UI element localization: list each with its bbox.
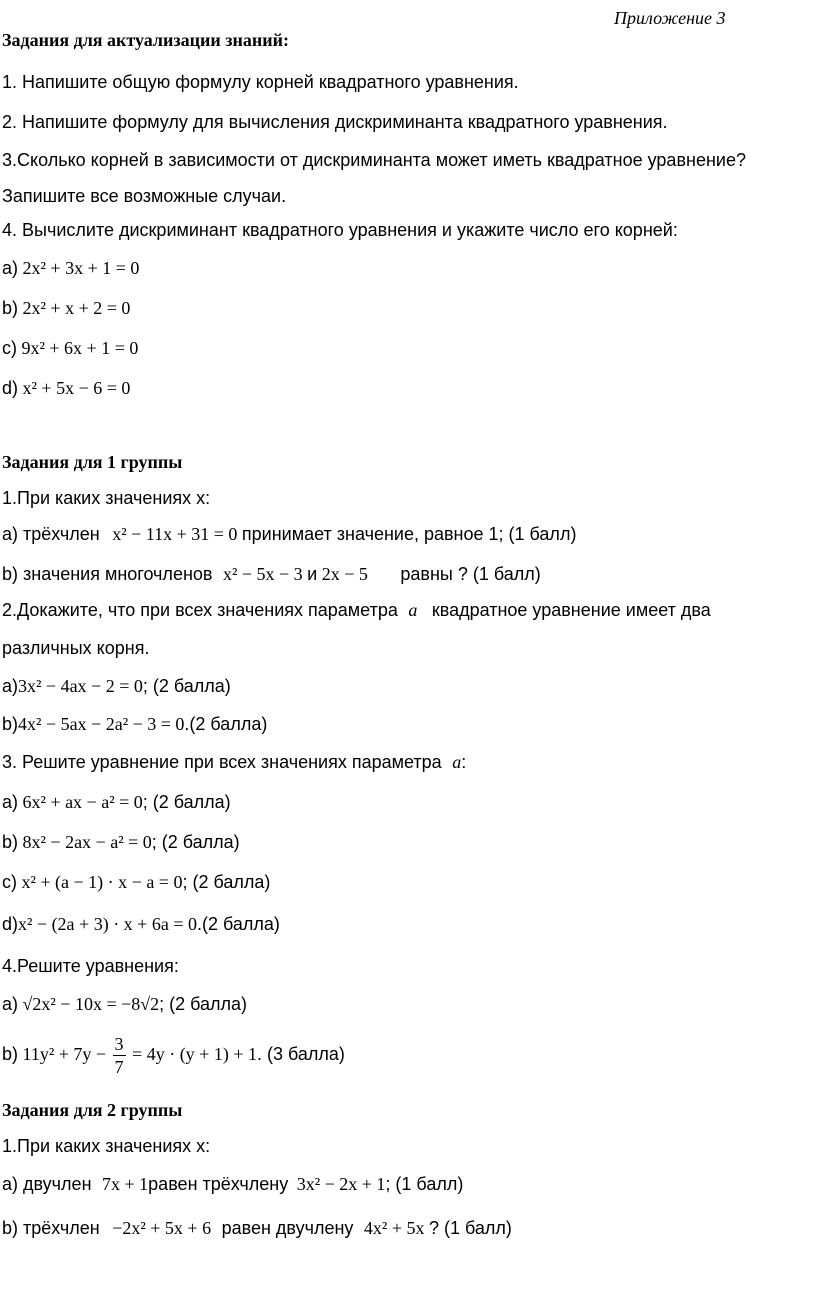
group1-q3c (2, 870, 270, 894)
q3a-label: а) (2, 792, 19, 812)
q1a-suffix: принимает значение, равное 1; (1 балл) (241, 524, 577, 544)
q1b-suffix: равны ? (1 балл) (400, 564, 541, 584)
actualization-item-d (2, 376, 130, 400)
q3-param: a (452, 752, 462, 772)
q1a-prefix: а) двучлен (2, 1174, 92, 1194)
q1b-prefix: b) значения многочленов (2, 564, 213, 584)
actualization-q3-line1: 3.Сколько корней в зависимости от дискриминанта может иметь квадратное уравнение? (2, 150, 746, 170)
appendix-label: Приложение 3 (614, 8, 726, 28)
q3a-suffix: ; (2 балла) (142, 792, 231, 812)
q2-suffix: квадратное уравнение имеет два (431, 600, 711, 620)
group2-q1b (2, 1216, 512, 1240)
item-label: a) (2, 258, 19, 278)
q1a-mid: равен трёхчлену (148, 1174, 289, 1194)
q3b-label: b) (2, 832, 19, 852)
group2-q1a (2, 1172, 463, 1196)
q2b-suffix: .(2 балла) (184, 714, 268, 734)
group1-q2a (2, 674, 231, 698)
item-label: c) (2, 338, 17, 358)
group1-q3d (2, 912, 280, 936)
q4b-equation-right: = 4y · (y + 1) + 1 (132, 1044, 257, 1064)
group1-q3 (2, 750, 466, 774)
group1-q4a (2, 992, 247, 1016)
q3c-suffix: ; (2 балла) (182, 872, 271, 892)
actualization-q1: 1. Напишите общую формулу корней квадратного уравнения. (2, 72, 519, 92)
q1b-equation-1: −2x² + 5x + 6 (112, 1218, 212, 1238)
q1a-equation-2: 3x² − 2x + 1 (296, 1174, 386, 1194)
item-label: d) (2, 378, 19, 398)
section-group1-title: Задания для 1 группы (2, 452, 183, 472)
section-group2-title: Задания для 2 группы (2, 1100, 183, 1120)
q4a-suffix: ; (2 балла) (159, 994, 248, 1014)
q1b-mid: равен двучлену (221, 1218, 354, 1238)
group1-q1: 1.При каких значениях х: (2, 488, 211, 508)
q2-param: a (408, 600, 418, 620)
item-label: b) (2, 298, 19, 318)
group1-q3b (2, 830, 240, 854)
q2a-suffix: ; (2 балла) (142, 676, 231, 696)
group1-q4b (2, 1030, 345, 1078)
q1b-and: и (307, 564, 318, 584)
actualization-q4: 4. Вычислите дискриминант квадратного уравнения и укажите число его корней: (2, 220, 678, 240)
q2b-equation: 4x² − 5ax − 2a² − 3 = 0 (18, 714, 185, 734)
q1b-suffix: ? (1 балл) (428, 1218, 512, 1238)
equation: 2x² + x + 2 = 0 (22, 298, 131, 318)
q3d-equation: x² − (2a + 3) · x + 6a = 0 (18, 914, 197, 934)
q4b-suffix: . (3 балла) (256, 1044, 345, 1064)
group1-q2b (2, 712, 267, 736)
actualization-item-c (2, 336, 138, 360)
q1b-equation-1: x² − 5x − 3 (222, 564, 303, 584)
q3b-equation: 8x² − 2ax − a² = 0 (22, 832, 152, 852)
q2a-equation: 3x² − 4ax − 2 = 0 (18, 676, 143, 696)
section-actualization-title: Задания для актуализации знаний: (2, 30, 289, 50)
actualization-item-a (2, 256, 139, 280)
q3a-equation: 6x² + ax − a² = 0 (22, 792, 143, 812)
q4b-equation-left: 11y² + 7y − (22, 1044, 107, 1064)
q3d-label: d) (2, 914, 19, 934)
q4b-fraction (113, 1033, 126, 1078)
actualization-q3-line2: Запишите все возможные случаи. (2, 186, 287, 206)
q3-suffix: : (461, 752, 467, 772)
q2b-label: b) (2, 714, 19, 734)
actualization-q2: 2. Напишите формулу для вычисления дискриминанта квадратного уравнения. (2, 112, 668, 132)
q3b-suffix: ; (2 балла) (151, 832, 240, 852)
q2-prefix: 2.Докажите, что при всех значениях параметра (2, 600, 398, 620)
q1b-equation-2: 2x − 5 (321, 564, 368, 584)
equation: x² + 5x − 6 = 0 (22, 378, 131, 398)
q3c-label: c) (2, 872, 17, 892)
q1a-equation-1: 7x + 1 (102, 1174, 149, 1194)
group1-q1b (2, 562, 541, 586)
q3c-equation: x² + (a − 1) · x − a = 0 (21, 872, 183, 892)
q1b-prefix: b) трёхчлен (2, 1218, 100, 1238)
actualization-item-b (2, 296, 130, 320)
fraction-denominator: 7 (114, 1057, 124, 1078)
q4b-label: b) (2, 1044, 19, 1064)
q3d-suffix: .(2 балла) (196, 914, 280, 934)
group1-q1a (2, 522, 576, 546)
q1b-equation-2: 4x² + 5x (363, 1218, 425, 1238)
q4a-label: а) (2, 994, 19, 1014)
fraction-numerator: 3 (114, 1034, 124, 1055)
q2a-label: а) (2, 676, 19, 696)
q4a-equation: √2x² − 10x = −8√2 (22, 994, 160, 1014)
group1-q2-line2: различных корня. (2, 638, 150, 658)
group2-q1: 1.При каких значениях х: (2, 1136, 211, 1156)
group1-q3a (2, 790, 231, 814)
group1-q4: 4.Решите уравнения: (2, 956, 179, 976)
group1-q2-line1 (2, 598, 711, 622)
q1a-prefix: а) трёхчлен (2, 524, 100, 544)
q3-prefix: 3. Решите уравнение при всех значениях параметра (2, 752, 442, 772)
q1a-equation: x² − 11x + 31 = 0 (112, 524, 238, 544)
equation: 2x² + 3x + 1 = 0 (22, 258, 140, 278)
q1a-suffix: ; (1 балл) (385, 1174, 464, 1194)
equation: 9x² + 6x + 1 = 0 (21, 338, 139, 358)
